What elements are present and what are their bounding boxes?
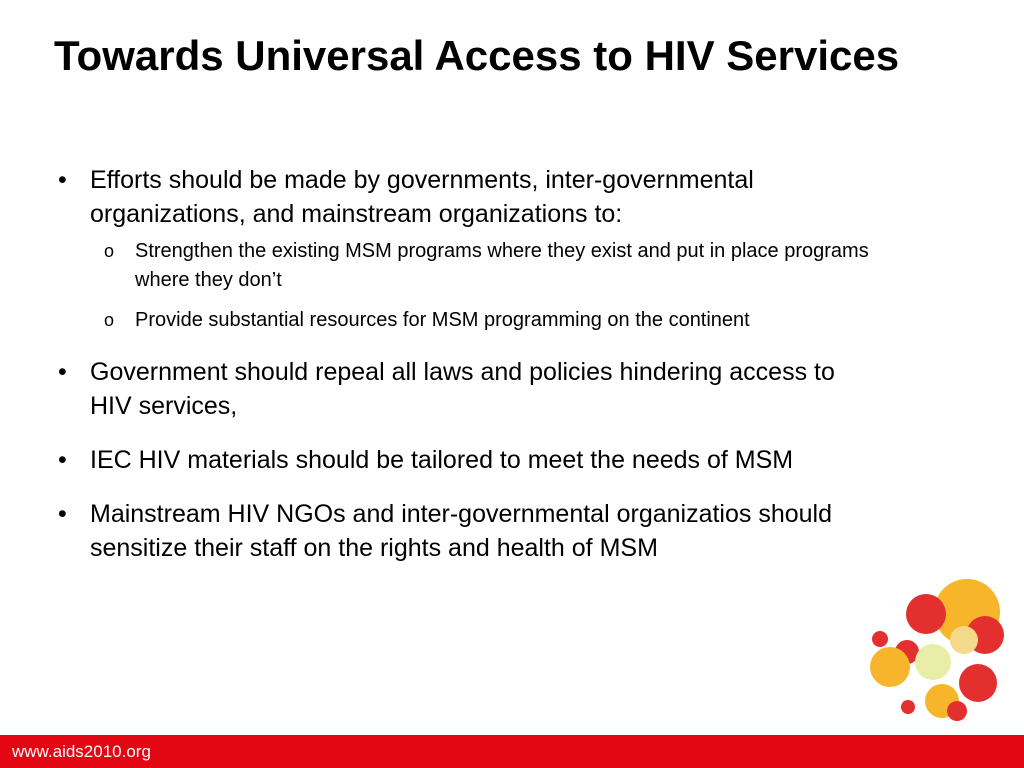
- circle-red-top-left: [906, 594, 946, 634]
- bullet-item-1: [54, 163, 874, 335]
- sub-bullet-text: Strengthen the existing MSM programs where they exist and put in place programs where they don’t: [135, 240, 869, 291]
- footer-bar: [0, 735, 1024, 768]
- sub-bullet-item-1: [90, 237, 875, 295]
- circle-pale-yellow: [950, 626, 978, 654]
- circle-pale-green: [915, 644, 951, 680]
- bullet-marker: •: [58, 166, 67, 194]
- sub-bullet-marker: o: [104, 310, 115, 330]
- circle-red-small-left: [872, 631, 888, 647]
- slide-content: [54, 163, 874, 585]
- colored-circles-logo-icon: [860, 570, 1024, 732]
- sub-bullet-text: Provide substantial resources for MSM programming on the continent: [135, 309, 750, 331]
- footer-url: www.aids2010.org: [12, 742, 151, 761]
- bullet-marker: •: [58, 446, 67, 474]
- bullet-text: IEC HIV materials should be tailored to meet the needs of MSM: [90, 446, 794, 474]
- bullet-text: Government should repeal all laws and policies hindering access to HIV services,: [90, 358, 835, 420]
- sub-bullet-marker: o: [104, 241, 115, 261]
- bullet-marker: •: [58, 500, 67, 528]
- sub-bullet-list: [90, 237, 874, 335]
- bullet-marker: •: [58, 358, 67, 386]
- sub-bullet-item-2: [90, 306, 875, 335]
- bullet-item-2: [54, 355, 874, 423]
- bullet-item-4: [54, 497, 874, 565]
- colored-circles-svg: [860, 570, 1024, 732]
- bullet-item-3: [54, 443, 874, 477]
- slide-title: Towards Universal Access to HIV Services: [54, 32, 900, 79]
- circle-red-bottom-right: [959, 664, 997, 702]
- circle-red-bottom: [947, 701, 967, 721]
- circle-red-tiny: [901, 700, 915, 714]
- circle-yellow-left: [870, 647, 910, 687]
- bullet-text: Efforts should be made by governments, inter-governmental organizations, and mainstream organizations to:: [90, 166, 754, 228]
- bullet-text: Mainstream HIV NGOs and inter-governmental organizatios should sensitize their staff on the rights and health of MSM: [90, 500, 833, 562]
